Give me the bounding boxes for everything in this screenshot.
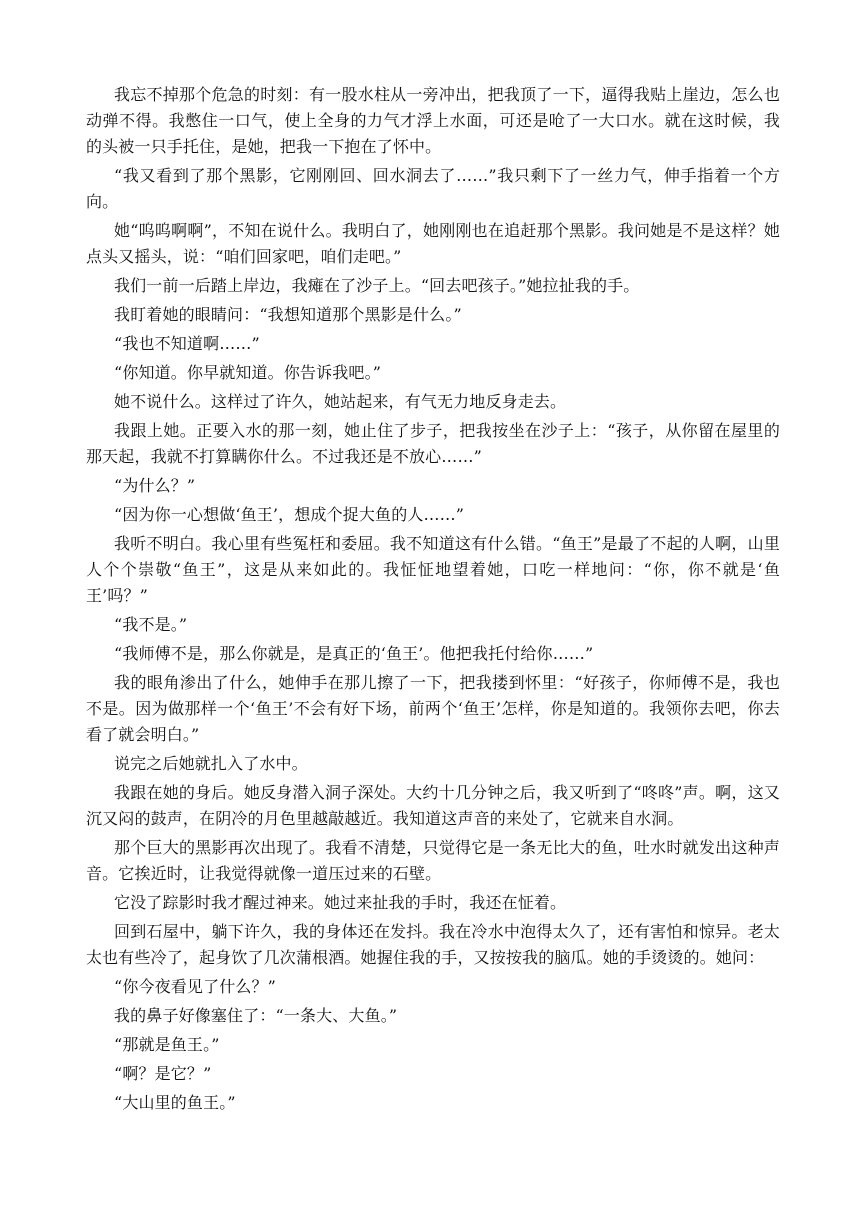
paragraph: 说完之后她就扎入了水中。 bbox=[114, 754, 308, 773]
paragraph: 我盯着她的眼睛问：“我想知道那个黑影是什么。” bbox=[114, 305, 462, 324]
paragraph: 我跟在她的身后。她反身潜入洞子深处。大约十几分钟之后，我又听到了“咚咚”声。啊，这又沉又闷的鼓声，在阴冷的月色里越敲越近。我知道这声音的来处了，它就来自水洞。 bbox=[86, 783, 780, 828]
paragraph: “因为你一心想做‘鱼王’，想成个捉大鱼的人……” bbox=[114, 505, 465, 524]
document-page bbox=[86, 82, 780, 1119]
paragraph: “啊？是它？” bbox=[114, 1064, 212, 1083]
paragraph: 回到石屋中，躺下许久，我的身体还在发抖。我在冷水中泡得太久了，还有害怕和惊异。老太太也有些冷了，起身饮了几次蒲根酒。她握住我的手，又按按我的脑瓜。她的手烫烫的。她问： bbox=[86, 922, 780, 967]
paragraph: “大山里的鱼王。” bbox=[114, 1093, 236, 1112]
paragraph: “那就是鱼王。” bbox=[114, 1035, 220, 1054]
paragraph: 她不说什么。这样过了许久，她站起来，有气无力地反身走去。 bbox=[114, 392, 567, 411]
paragraph: “你今夜看见了什么？” bbox=[114, 977, 277, 996]
paragraph: 我听不明白。我心里有些冤枉和委屈。我不知道这有什么错。“鱼王”是最了不起的人啊，山里人个个崇敬“鱼王”，这是从来如此的。我怔怔地望着她，口吃一样地问：“你，你不就是‘鱼王’吗？” bbox=[86, 534, 780, 605]
paragraph: 她“呜呜啊啊”，不知在说什么。我明白了，她刚刚也在追赶那个黑影。我问她是不是这样？她点头又摇头，说：“咱们回家吧，咱们走吧。” bbox=[86, 221, 780, 266]
paragraph: “我也不知道啊……” bbox=[114, 334, 260, 353]
paragraph: 我跟上她。正要入水的那一刻，她止住了步子，把我按坐在沙子上：“孩子，从你留在屋里的那天起，我就不打算瞒你什么。不过我还是不放心……” bbox=[86, 421, 780, 466]
paragraph: “我师傅不是，那么你就是，是真正的‘鱼王’。他把我托付给你……” bbox=[114, 644, 594, 663]
paragraph: 我的眼角渗出了什么，她伸手在那儿擦了一下，把我搂到怀里：“好孩子，你师傅不是，我也不是。因为做那样一个‘鱼王’不会有好下场，前两个‘鱼王’怎样，你是知道的。我领你去吧，你去看了就会明白。” bbox=[86, 673, 780, 744]
paragraph: “我又看到了那个黑影，它刚刚回、回水洞去了……”我只剩下了一丝力气，伸手指着一个方向。 bbox=[86, 166, 780, 211]
paragraph: 它没了踪影时我才醒过神来。她过来扯我的手时，我还在怔着。 bbox=[114, 893, 567, 912]
paragraph: 我忘不掉那个危急的时刻：有一股水柱从一旁冲出，把我顶了一下，逼得我贴上崖边，怎么也动弹不得。我憋住一口气，使上全身的力气才浮上水面，可还是呛了一大口水。就在这时候，我的头被一只手托住，是她，把我一下抱在了怀中。 bbox=[86, 85, 780, 156]
paragraph: 我们一前一后踏上岸边，我瘫在了沙子上。“回去吧孩子。”她拉扯我的手。 bbox=[114, 276, 640, 295]
paragraph: “你知道。你早就知道。你告诉我吧。” bbox=[114, 363, 382, 382]
paragraph: 那个巨大的黑影再次出现了。我看不清楚，只觉得它是一条无比大的鱼，吐水时就发出这种声音。它挨近时，让我觉得就像一道压过来的石壁。 bbox=[86, 838, 780, 883]
paragraph: 我的鼻子好像塞住了：“一条大、大鱼。” bbox=[114, 1006, 398, 1025]
paragraph: “为什么？” bbox=[114, 476, 196, 495]
paragraph: “我不是。” bbox=[114, 615, 188, 634]
